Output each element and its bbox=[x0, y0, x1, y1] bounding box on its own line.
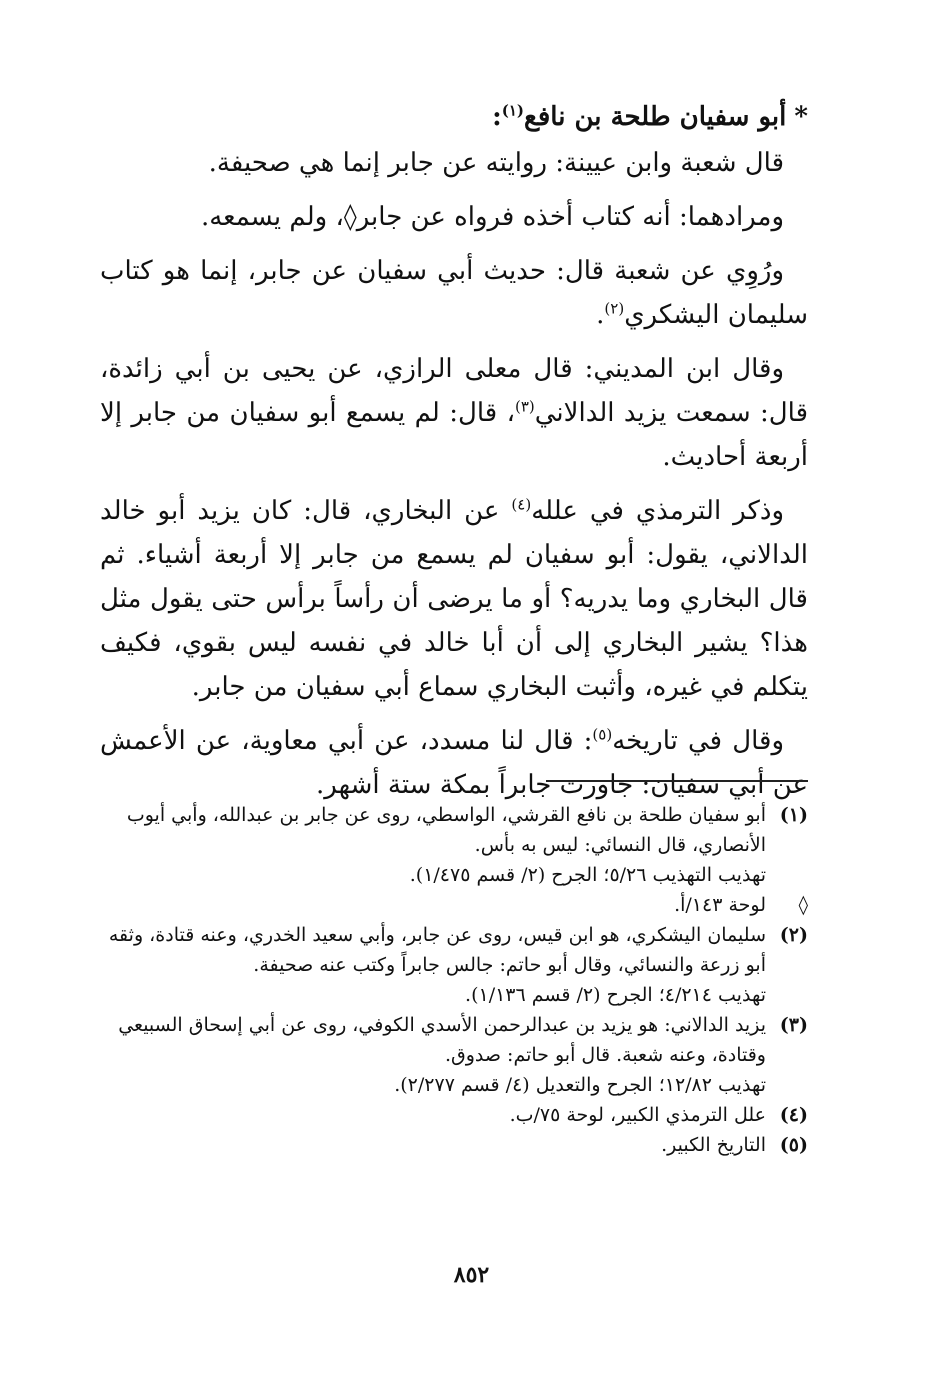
entry-heading bbox=[100, 95, 808, 139]
footnote-line: سليمان اليشكري، هو ابن قيس، روى عن جابر، وأبي سعيد الخدري، وعنه قتادة، وثقه أبو زرعة والنسائي، وقال أبو حاتم: جالس جابراً وكتب عنه صحيفة. bbox=[108, 924, 766, 976]
footnote-body bbox=[100, 1100, 766, 1130]
footnote-ref-3: (٣) bbox=[514, 397, 535, 416]
footnote-number: (٢) bbox=[779, 924, 808, 946]
footnote-item bbox=[100, 800, 808, 890]
footnote-body bbox=[100, 1130, 766, 1160]
paragraph-4-end: ، قال: لم يسمع أبو سفيان من جابر إلا أربعة أحاديث. bbox=[100, 398, 808, 472]
main-text bbox=[100, 95, 808, 807]
heading-colon: : bbox=[492, 102, 502, 132]
footnote-item bbox=[100, 1130, 808, 1160]
footnote-divider bbox=[546, 780, 808, 782]
footnote-body bbox=[100, 920, 766, 1010]
footnote-number: (٤) bbox=[779, 1104, 808, 1126]
paragraph-6-end: : قال لنا مسدد، عن أبي معاوية، عن الأعمش عن أبي سفيان: جاورت جابراً بمكة ستة أشهر. bbox=[100, 726, 808, 800]
footnote-ref-1: (١) bbox=[501, 101, 525, 120]
paragraph-5-text: وذكر الترمذي في علله bbox=[531, 496, 785, 526]
page-number: ٨٥٢ bbox=[453, 1262, 490, 1288]
footnote-body bbox=[100, 890, 766, 920]
footnote-number: (٥) bbox=[779, 1134, 808, 1156]
paragraph-3 bbox=[100, 249, 808, 337]
footnote-ref-2: (٢) bbox=[604, 299, 625, 318]
heading-text: أبو سفيان طلحة بن نافع bbox=[524, 102, 787, 132]
footnote-line: تهذيب ٤/٢١٤؛ الجرح (٢/ قسم ١/١٣٦). bbox=[465, 984, 766, 1006]
footnote-item bbox=[100, 1010, 808, 1100]
footnote-number: ◊ bbox=[798, 894, 808, 916]
footnote-line: علل الترمذي الكبير، لوحة ٧٥/ب. bbox=[509, 1104, 766, 1126]
footnote-line: تهذيب ١٢/٨٢؛ الجرح والتعديل (٤/ قسم ٢/٢٧٧). bbox=[394, 1074, 766, 1096]
footnote-body bbox=[100, 1010, 766, 1100]
paragraph-4-text: وقال ابن المديني: قال معلى الرازي، عن يحيى بن أبي زائدة، قال: سمعت يزيد الدالاني bbox=[100, 354, 809, 428]
footnote-line: يزيد الدالاني: هو يزيد بن عبدالرحمن الأسدي الكوفي، روى عن أبي إسحاق السبيعي وقتادة، وعنه شعبة. قال أبو حاتم: صدوق. bbox=[118, 1014, 766, 1066]
paragraph-2: ومرادهما: أنه كتاب أخذه فرواه عن جابر◊، ولم يسمعه. bbox=[200, 202, 784, 232]
footnote-line: لوحة ١٤٣/أ. bbox=[674, 894, 766, 916]
paragraph-1: قال شعبة وابن عيينة: روايته عن جابر إنما هي صحيفة. bbox=[208, 148, 784, 178]
paragraph-6-text: وقال في تاريخه bbox=[612, 726, 784, 756]
footnote-line: تهذيب التهذيب ٥/٢٦؛ الجرح (٢/ قسم ١/٤٧٥). bbox=[409, 864, 766, 886]
footnote-number: (١) bbox=[779, 804, 808, 826]
footnote-ref-4: (٤) bbox=[511, 495, 532, 514]
paragraph-4 bbox=[100, 347, 808, 479]
footnote-line: التاريخ الكبير. bbox=[661, 1134, 766, 1156]
paragraph-3-text: ورُوِي عن شعبة قال: حديث أبي سفيان عن جابر، إنما هو كتاب سليمان اليشكري bbox=[100, 256, 808, 330]
footnote-item bbox=[100, 1100, 808, 1130]
page-body bbox=[100, 95, 808, 817]
footnote-body bbox=[100, 800, 766, 890]
footnotes bbox=[100, 800, 808, 1160]
paragraph-5 bbox=[100, 489, 808, 709]
paragraph-5-end: عن البخاري، قال: كان يزيد أبو خالد الدالاني، يقول: أبو سفيان لم يسمع من جابر إلا أربعة أشياء. ثم قال البخاري وما يدريه؟ أو ما يرضى أن رأساً برأس حتى يقول مثل هذا؟ يشير البخاري إلى أن أبا خالد في نفسه ليس بقوي، فكيف يتكلم في غيره، وأثبت البخاري سماع أبي سفيان من جابر. bbox=[100, 496, 808, 702]
footnote-ref-5: (٥) bbox=[592, 725, 613, 744]
paragraph-6 bbox=[100, 719, 808, 807]
footnote-number: (٣) bbox=[779, 1014, 808, 1036]
footnote-line: أبو سفيان طلحة بن نافع القرشي، الواسطي، روى عن جابر بن عبدالله، وأبي أيوب الأنصاري، قال النسائي: ليس به بأس. bbox=[126, 804, 766, 856]
footnote-item bbox=[100, 890, 808, 920]
star-marker: * bbox=[794, 102, 808, 132]
footnote-item bbox=[100, 920, 808, 1010]
paragraph-3-end: . bbox=[596, 300, 605, 330]
